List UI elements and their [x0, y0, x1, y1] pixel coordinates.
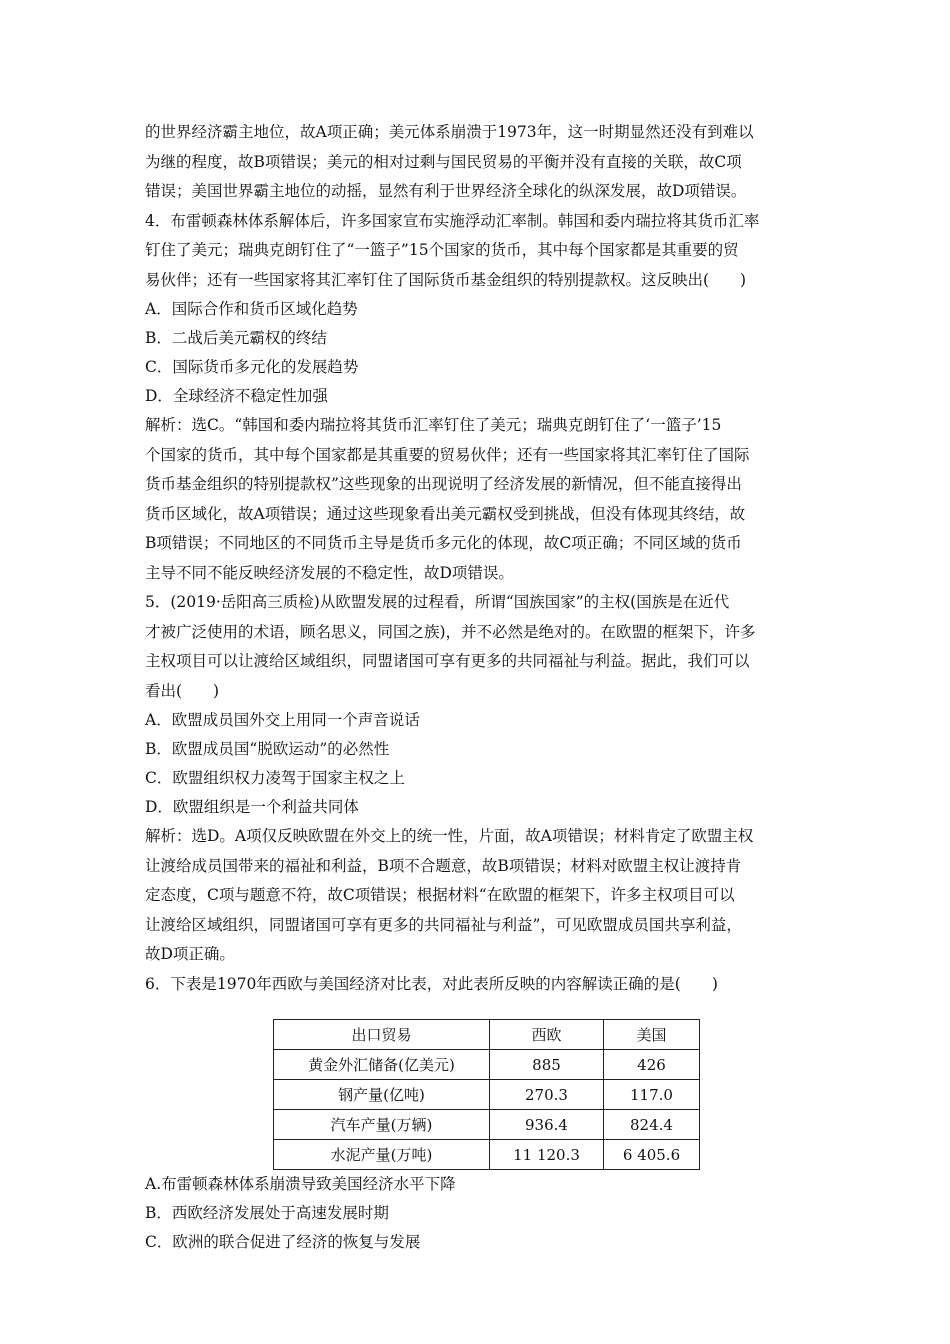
option-d: D．欧盟组织是一个利益共同体 [145, 798, 359, 816]
option-b: B．欧盟成员国“脱欧运动”的必然性 [145, 740, 390, 758]
question-stem-line: 5．(2019·岳阳高三质检)从欧盟发展的过程看，所谓“国族国家”的主权(国族是在近代 [145, 593, 730, 611]
option-c: C．欧盟组织权力凌驾于国家主权之上 [145, 769, 405, 787]
question-stem-line: 主权项目可以让渡给区域组织，同盟诸国可享有更多的共同福祉与利益。据此，我们可以 [145, 652, 750, 670]
table-cell: 11 120.3 [490, 1140, 604, 1170]
table-row [274, 1080, 700, 1110]
table-cell: 117.0 [604, 1080, 700, 1110]
analysis-line: 定态度，C项与题意不符，故C项错误；根据材料“在欧盟的框架下，许多主权项目可以 [145, 886, 735, 904]
table-cell: 水泥产量(万吨) [274, 1140, 490, 1170]
question-stem-line: 4．布雷顿森林体系解体后，许多国家宣布实施浮动汇率制。韩国和委内瑞拉将其货币汇率 [145, 211, 760, 230]
analysis-line: B项错误；不同地区的不同货币主导是货币多元化的体现，故C项正确；不同区域的货币 [145, 534, 742, 552]
option-b: B．西欧经济发展处于高速发展时期 [145, 1204, 389, 1222]
option-c: C．欧洲的联合促进了经济的恢复与发展 [145, 1233, 421, 1251]
analysis-line: 解析：选C。“韩国和委内瑞拉将其货币汇率钉住了美元；瑞典克朗钉住了‘一篮子’15 [145, 416, 722, 434]
q3-analysis-continued [145, 118, 817, 207]
table-cell: 6 405.6 [604, 1140, 700, 1170]
analysis-line: 故D项正确。 [145, 945, 235, 963]
analysis-line: 让渡给区域组织，同盟诸国可享有更多的共同福祉与利益”，可见欧盟成员国共享利益， [145, 915, 742, 934]
text-line: 错误；美国世界霸主地位的动摇，显然有利于世界经济全球化的纵深发展，故D项错误。 [145, 182, 747, 200]
table-cell: 824.4 [604, 1110, 700, 1140]
table-header-cell: 美国 [604, 1020, 700, 1050]
table-row [274, 1140, 700, 1170]
table-header-cell: 出口贸易 [274, 1020, 490, 1050]
question-stem-line: 6．下表是1970年西欧与美国经济对比表，对此表所反映的内容解读正确的是( ) [145, 974, 718, 993]
option-b: B．二战后美元霸权的终结 [145, 329, 327, 347]
table-cell: 885 [490, 1050, 604, 1080]
option-a: A．国际合作和货币区域化趋势 [145, 300, 358, 318]
question-stem-line: 看出( ) [145, 681, 220, 700]
table-cell: 黄金外汇储备(亿美元) [274, 1050, 490, 1080]
analysis-line: 主导不同不能反映经济发展的不稳定性，故D项错误。 [145, 563, 514, 582]
table-row [274, 1110, 700, 1140]
text-line: 为继的程度，故B项错误；美元的相对过剩与国民贸易的平衡并没有直接的关联，故C项 [145, 152, 742, 171]
question-stem-line: 钉住了美元；瑞典克朗钉住了“一篮子”15个国家的货币，其中每个国家都是其重要的贸 [145, 241, 739, 259]
page-content [145, 118, 817, 1257]
text-line: 的世界经济霸主地位，故A项正确；美元体系崩溃于1973年，这一时期显然还没有到难以 [145, 123, 754, 141]
option-a: A．欧盟成员国外交上用同一个声音说话 [145, 711, 420, 729]
analysis-line: 让渡给成员国带来的福祉和利益，B项不合题意，故B项错误；材料对欧盟主权让渡持肯 [145, 856, 742, 875]
analysis-line: 解析：选D。A项仅反映欧盟在外交上的统一性，片面，故A项错误；材料肯定了欧盟主权 [145, 827, 754, 845]
table-cell: 936.4 [490, 1110, 604, 1140]
analysis-line: 货币区域化，故A项错误；通过这些现象看出美元霸权受到挑战，但没有体现其终结，故 [145, 504, 746, 523]
table-cell: 汽车产量(万辆) [274, 1110, 490, 1140]
table-cell: 426 [604, 1050, 700, 1080]
option-c: C．国际货币多元化的发展趋势 [145, 358, 359, 376]
table-header-cell: 西欧 [490, 1020, 604, 1050]
table-row [274, 1050, 700, 1080]
question-6 [145, 970, 817, 1258]
economy-comparison-table [273, 1019, 700, 1170]
analysis-line: 货币基金组织的特别提款权”这些现象的出现说明了经济发展的新情况，但不能直接得出 [145, 475, 742, 493]
table-cell: 钢产量(亿吨) [274, 1080, 490, 1110]
question-stem-line: 易伙伴；还有一些国家将其汇率钉住了国际货币基金组织的特别提款权。这反映出( ) [145, 270, 747, 289]
question-4 [145, 207, 817, 589]
analysis-line: 个国家的货币，其中每个国家都是其重要的贸易伙伴；还有一些国家将其汇率钉住了国际 [145, 445, 750, 464]
question-5 [145, 588, 817, 970]
option-a: A.布雷顿森林体系崩溃导致美国经济水平下降 [145, 1175, 456, 1193]
table-cell: 270.3 [490, 1080, 604, 1110]
table-header-row [274, 1020, 700, 1050]
option-d: D．全球经济不稳定性加强 [145, 387, 328, 405]
question-stem-line: 才被广泛使用的术语，顾名思义，同国之族)，并不必然是绝对的。在欧盟的框架下，许多 [145, 622, 756, 641]
